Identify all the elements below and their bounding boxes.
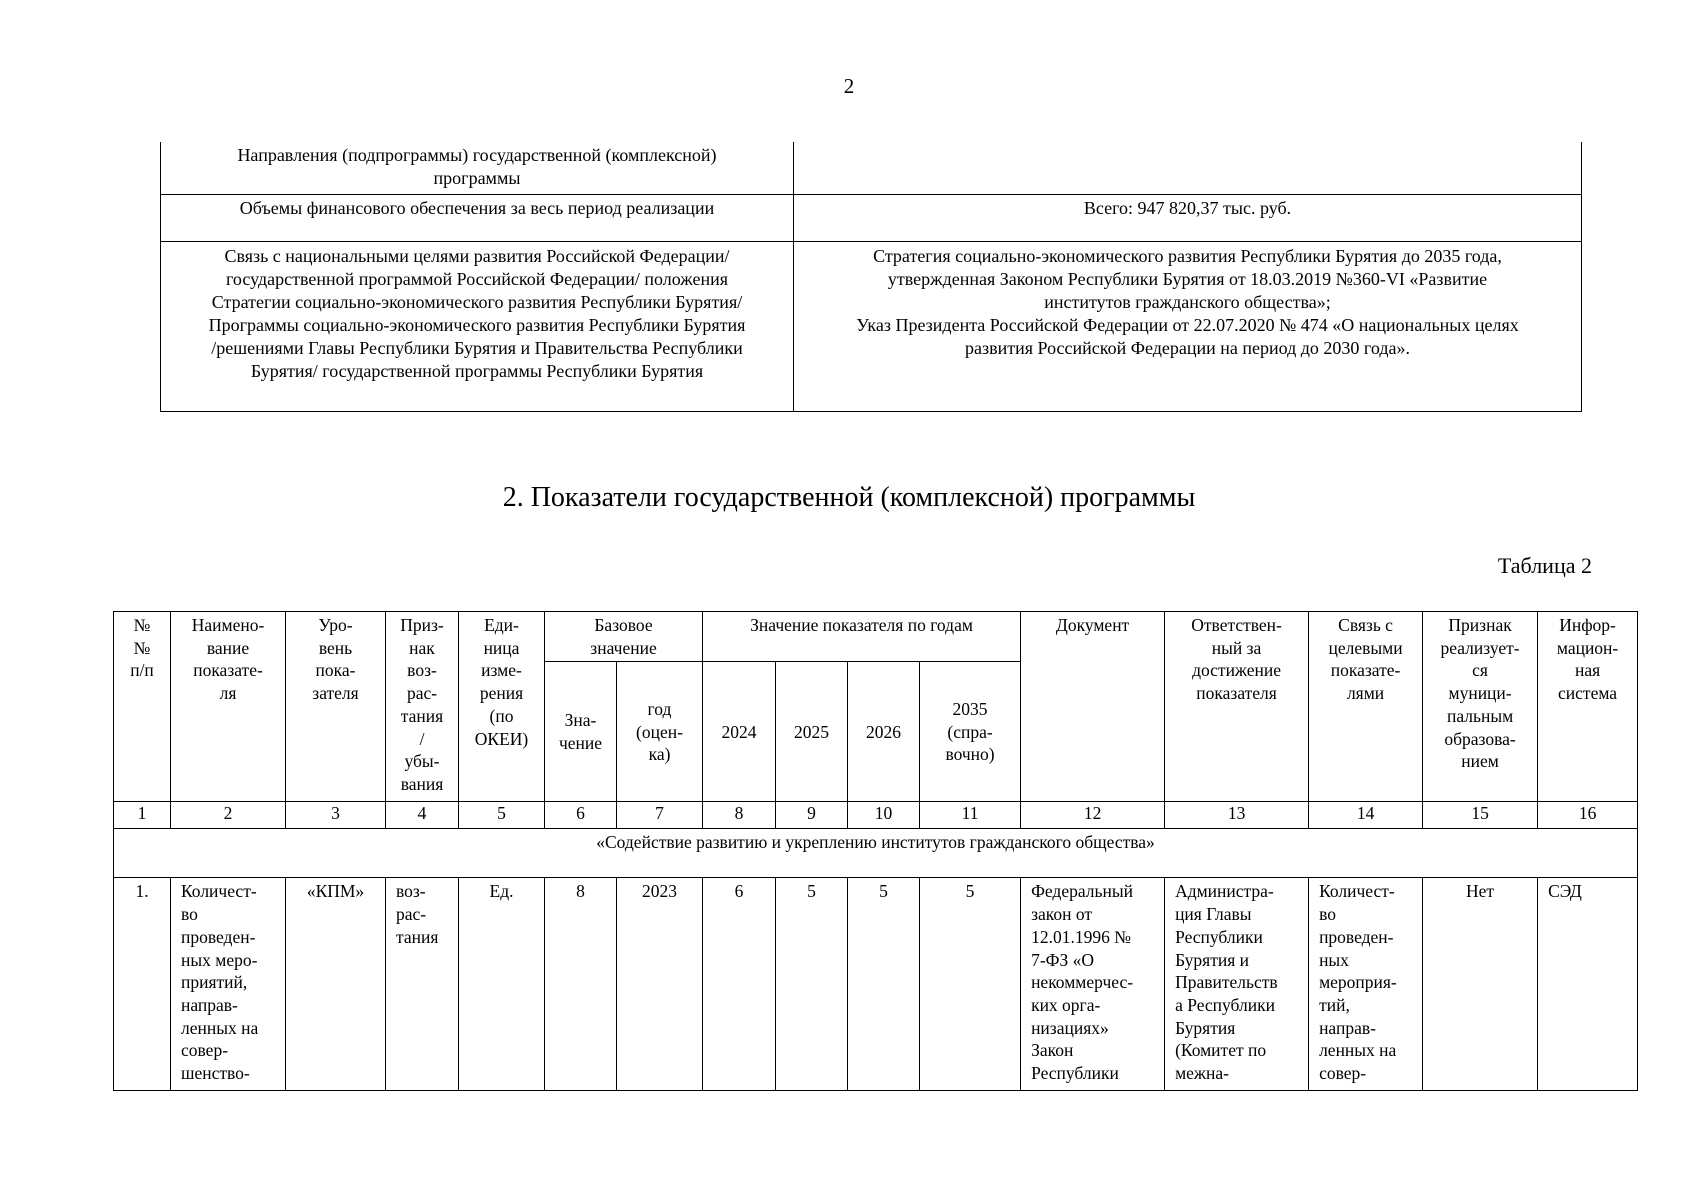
column-number: 14 [1309,802,1423,829]
text-line: муници- [1448,683,1512,704]
column-number: 4 [386,802,459,829]
text-line: низациях» [1031,1017,1109,1038]
text-line: Объемы финансового обеспечения за весь период реализации [239,197,715,218]
text-line: целевыми [1328,637,1403,658]
header-link [1309,612,1423,802]
text-line: Зна- [564,710,597,731]
text-line: Стратегии социально-экономического развития Республики Бурятия/ [211,291,743,312]
table-row [114,878,1638,1091]
text-line: (спра- [947,721,993,742]
text-line: Бурятия [1175,1017,1236,1038]
text-line: ка) [648,744,671,765]
text-line: Направления (подпрограммы) государственной (комплексной) [237,145,717,165]
text-line: ных меро- [181,949,258,970]
text-line: направ- [181,994,238,1015]
text-line: чение [558,732,603,753]
text-line: ся [1472,660,1488,681]
text-line: ница [483,637,520,658]
text-line: система [1558,683,1618,704]
row-value-2026: 5 [848,878,920,1091]
header-row-top [114,612,1638,662]
row-value-2025: 5 [776,878,848,1091]
passport-row-directions [161,142,1582,194]
table-caption: Таблица 2 [1497,553,1592,578]
text-line: показате- [1330,660,1401,681]
text-line: образова- [1444,728,1516,749]
passport-value-funding [794,194,1582,241]
row-municipal: Нет [1423,878,1538,1091]
header-responsible [1165,612,1309,802]
text-line: ция Главы [1175,904,1252,925]
header-years-group: Значение показателя по годам [703,612,1021,662]
column-number: 7 [617,802,703,829]
text-line: совер- [181,1040,229,1061]
text-line: совер- [1319,1063,1367,1084]
text-line: Признак [1448,615,1512,635]
column-number: 3 [286,802,386,829]
text-line: (по [489,705,514,726]
text-line: Закон [1031,1040,1074,1061]
text-line: государственной программой Российской Федерации/ положения [225,268,729,289]
text-line: Указ Президента Российской Федерации от 22.07.2020 № 474 «О национальных целях [856,314,1519,335]
text-line: рения [479,683,524,704]
text-line: (Комитет по [1175,1040,1267,1061]
text-line: / [419,728,425,749]
passport-row-goals-link [161,241,1582,411]
text-line: 7-ФЗ «О [1031,949,1094,970]
text-line: значение [590,637,657,658]
text-line: утвержденная Законом Республики Бурятия от 18.03.2019 №360-VI «Развитие [887,268,1488,289]
text-line: институтов гражданского общества»; [1044,291,1331,312]
row-level: «КПМ» [286,878,386,1091]
text-line: Всего: 947 820,37 тыс. руб. [1083,197,1292,218]
text-line: показателя [1196,683,1277,704]
passport-label-goals-link [161,241,794,411]
text-line: Республики [1031,1063,1119,1084]
text-line: проведен- [1319,926,1394,947]
text-line: вень [318,637,353,658]
text-line: а Республики [1175,994,1275,1015]
header-base [545,612,703,662]
column-number: 10 [848,802,920,829]
text-line: 2035 [952,698,988,719]
text-line: рас- [396,904,427,925]
text-line: закон от [1031,904,1093,925]
passport-row-funding [161,194,1582,241]
text-line: достижение [1192,660,1282,681]
text-line: во [181,904,198,925]
header-unit [459,612,545,802]
text-line: Связь с [1338,615,1393,635]
header-year-2025: 2025 [776,662,848,802]
text-line: ная [1574,660,1601,681]
text-line: Бурятия/ государственной программы Республики Бурятия [250,360,704,381]
header-level [286,612,386,802]
text-line: ленных на [1319,1040,1397,1061]
text-line: воз- [407,660,437,681]
row-responsible [1165,878,1309,1091]
text-line: № [133,615,151,635]
column-number: 13 [1165,802,1309,829]
text-line: Еди- [484,615,519,635]
column-number: 9 [776,802,848,829]
text-line: шенство- [181,1063,250,1084]
passport-table [160,142,1582,412]
header-document [1021,612,1165,802]
text-line: Бурятия и [1175,949,1250,970]
text-line: реализует- [1440,637,1520,658]
text-line: мероприя- [1319,972,1397,993]
text-line: ный за [1211,637,1262,658]
text-line: воз- [396,881,426,902]
column-number: 16 [1538,802,1638,829]
column-number: 6 [545,802,617,829]
header-year-2026: 2026 [848,662,920,802]
text-line: показате- [193,660,263,681]
text-line: направ- [1319,1017,1376,1038]
header-year-2024: 2024 [703,662,776,802]
row-base-value: 8 [545,878,617,1091]
text-line: ленных на [181,1017,259,1038]
text-line: 12.01.1996 № [1031,926,1131,947]
text-line: Республики [1175,926,1263,947]
text-line: Правительств [1175,972,1278,993]
header-name [171,612,286,802]
indicators-table [113,611,1638,1091]
text-line: Базовое [594,615,653,635]
text-line: № [133,637,151,658]
column-number: 11 [920,802,1021,829]
header-sign [386,612,459,802]
text-line: приятий, [181,972,248,993]
text-line: во [1319,904,1336,925]
text-line: п/п [130,660,154,681]
row-link [1309,878,1423,1091]
text-line: межна- [1175,1063,1229,1084]
section-title: 2. Показатели государственной (комплексной) программы [502,482,1196,513]
text-line: вочно) [945,744,995,765]
text-line: тания [400,705,444,726]
text-line: Стратегия социально-экономического развития Республики Бурятия до 2035 года, [873,245,1502,266]
text-line: ля [219,683,237,704]
section-row-title: «Содействие развитию и укреплению институтов гражданского общества» [114,829,1638,878]
text-line: (оцен- [636,721,683,742]
row-base-year: 2023 [617,878,703,1091]
text-line: вания [400,773,444,794]
row-indicator-name [171,878,286,1091]
passport-label-directions [161,142,794,194]
passport-label-funding [161,194,794,241]
header-num [114,612,171,802]
text-line: зателя [312,683,359,704]
text-line: Уро- [318,615,353,635]
text-line: Ответствен- [1191,615,1282,635]
text-line: /решениями Главы Республики Бурятия и Правительства Республики [211,337,743,358]
text-line: Инфор- [1559,615,1616,635]
row-value-2035: 5 [920,878,1021,1091]
text-line: Администра- [1175,881,1274,902]
text-line: Программы социально-экономического развития Республики Бурятия [208,314,746,335]
row-sign [386,878,459,1091]
text-line: вание [206,637,250,658]
passport-value-directions [794,142,1582,194]
text-line: пальным [1446,705,1514,726]
header-infosys [1538,612,1638,802]
column-numbers-row [114,802,1638,829]
text-line: развития Российской Федерации на период до 2030 года». [965,337,1410,358]
section-row [114,829,1638,878]
text-line: Связь с национальными целями развития Российской Федерации/ [224,245,730,266]
text-line: Федеральный [1031,881,1133,902]
text-line: ных [1319,949,1349,970]
text-line: лями [1346,683,1385,704]
text-line: некоммерчес- [1031,972,1134,993]
text-line: Документ [1055,615,1130,635]
row-document [1021,878,1165,1091]
text-line: Наимено- [191,615,265,635]
text-line: нак [409,637,435,658]
row-num: 1. [114,878,171,1091]
column-number: 1 [114,802,171,829]
text-line: мацион- [1556,637,1619,658]
text-line: рас- [406,683,438,704]
text-line: проведен- [181,926,256,947]
text-line: Количест- [181,881,257,902]
column-number: 5 [459,802,545,829]
text-line: убы- [404,751,440,772]
text-line: тий, [1319,994,1350,1015]
header-municipal [1423,612,1538,802]
text-line: год [647,698,672,719]
row-unit: Ед. [459,878,545,1091]
text-line: тания [396,926,439,947]
text-line: ких орга- [1031,994,1101,1015]
column-number: 12 [1021,802,1165,829]
column-number: 2 [171,802,286,829]
column-number: 15 [1423,802,1538,829]
row-value-2024: 6 [703,878,776,1091]
text-line: Количест- [1319,881,1395,902]
text-line: программы [433,168,521,188]
text-line: нием [1461,751,1499,772]
passport-value-goals-link [794,241,1582,411]
column-number: 8 [703,802,776,829]
row-infosys: СЭД [1538,878,1638,1091]
text-line: ОКЕИ) [474,728,529,749]
header-base-year [617,662,703,802]
text-line: Приз- [400,615,444,635]
header-year-2035 [920,662,1021,802]
text-line: пока- [315,660,356,681]
text-line: изме- [481,660,522,681]
header-base-value [545,662,617,802]
page-number: 2 [843,74,855,98]
